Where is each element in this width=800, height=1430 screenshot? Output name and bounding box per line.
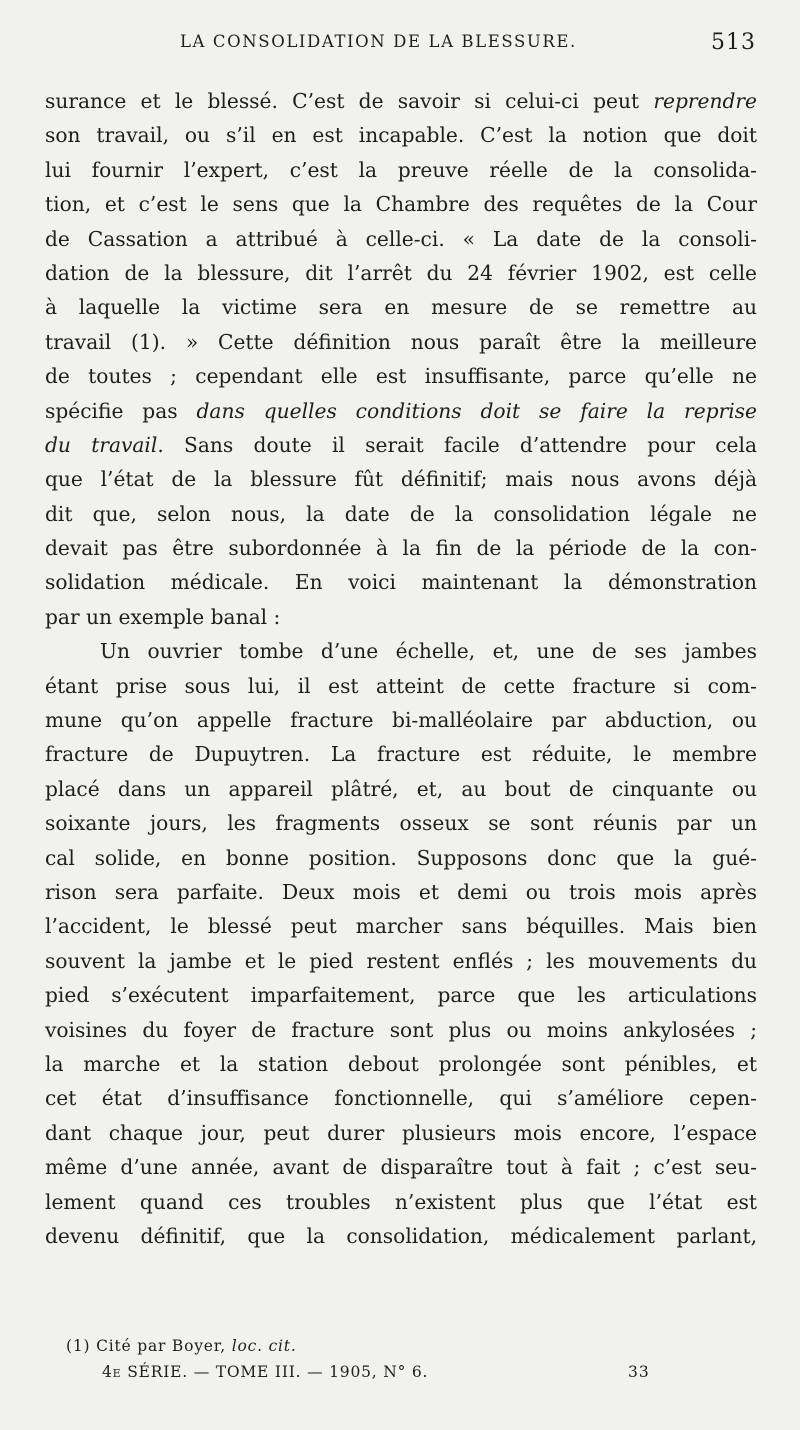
- text-segment: même d’une année, avant de disparaître tout à fait ; c’est seu-: [45, 1155, 757, 1180]
- text-line: [45, 153, 757, 187]
- body-text: [45, 84, 757, 1253]
- text-segment: son travail, ou s’il en est incapable. C’est la notion que doit: [45, 123, 757, 148]
- text-line: [45, 978, 757, 1012]
- text-segment: l’accident, le blessé peut marcher sans béquilles. Mais bien: [45, 914, 757, 939]
- text-line: [45, 600, 757, 634]
- text-line: [45, 462, 757, 496]
- text-line: [45, 497, 757, 531]
- text-line: [45, 669, 757, 703]
- text-segment: spécifie pas: [45, 398, 197, 423]
- italic-text: du travail: [45, 432, 158, 457]
- running-title: LA CONSOLIDATION DE LA BLESSURE.: [180, 32, 577, 51]
- italic-text: dans quelles conditions doit se faire la reprise: [196, 398, 757, 423]
- text-segment: devenu définitif, que la consolidation, médicalement parlant,: [45, 1223, 757, 1248]
- text-line: [45, 565, 757, 599]
- text-segment: travail (1). » Cette définition nous paraît être la meilleure: [45, 329, 757, 354]
- text-segment: tion, et c’est le sens que la Chambre des requêtes de la Cour: [45, 192, 757, 217]
- text-segment: souvent la jambe et le pied restent enflés ; les mouvements du: [45, 948, 757, 973]
- text-segment: dit que, selon nous, la date de la consolidation légale ne: [45, 501, 757, 526]
- footnote-text: Cité par Boyer,: [90, 1337, 232, 1355]
- text-segment: à laquelle la victime sera en mesure de se remettre au: [45, 295, 757, 320]
- text-segment: dant chaque jour, peut durer plusieurs mois encore, l’espace: [45, 1120, 757, 1145]
- text-line: [45, 875, 757, 909]
- text-segment: la marche et la station debout prolongée sont pénibles, et: [45, 1051, 757, 1076]
- text-line: [45, 909, 757, 943]
- text-line: [45, 737, 757, 771]
- text-segment: devait pas être subordonnée à la fin de la période de la con-: [45, 536, 757, 561]
- text-line: [45, 1116, 757, 1150]
- paragraph: [45, 634, 757, 1253]
- text-segment: que l’état de la blessure fût définitif; mais nous avons déjà: [45, 467, 757, 492]
- italic-text: reprendre: [653, 89, 757, 113]
- text-line: [45, 1081, 757, 1115]
- text-line: [45, 290, 757, 324]
- text-segment: surance et le blessé. C’est de savoir si celui-ci peut: [45, 89, 654, 113]
- text-line: [45, 1013, 757, 1047]
- text-line: [45, 1047, 757, 1081]
- page-footer: [0, 1363, 800, 1393]
- page-header: [0, 32, 800, 62]
- text-segment: cet état d’insuffisance fonctionnelle, qui s’améliore cepen-: [45, 1086, 757, 1111]
- text-line: [45, 806, 757, 840]
- text-segment: pied s’exécutent imparfaitement, parce que les articulations: [45, 983, 757, 1008]
- footnote-marker: (1): [66, 1337, 91, 1355]
- page-number: 513: [711, 30, 756, 55]
- text-segment: lement quand ces troubles n’existent plus que l’état est: [45, 1189, 757, 1214]
- text-line: [45, 841, 757, 875]
- text-line: [45, 256, 757, 290]
- text-line: [45, 118, 757, 152]
- text-segment: par un exemple banal :: [45, 604, 281, 629]
- text-segment: placé dans un appareil plâtré, et, au bout de cinquante ou: [45, 776, 757, 801]
- text-line: [45, 394, 757, 428]
- signature-mark: 33: [628, 1363, 650, 1381]
- text-line: [45, 634, 757, 668]
- text-segment: . Sans doute il serait facile d’attendre pour cela: [157, 432, 758, 457]
- paragraph: [45, 84, 757, 634]
- text-line: [45, 1185, 757, 1219]
- text-line: [45, 1219, 757, 1253]
- text-line: [45, 772, 757, 806]
- text-segment: voisines du foyer de fracture sont plus ou moins ankylosées ;: [45, 1017, 757, 1042]
- text-segment: de toutes ; cependant elle est insuffisante, parce qu’elle ne: [45, 364, 757, 389]
- text-segment: lui fournir l’expert, c’est la preuve réelle de la consolida-: [45, 157, 757, 182]
- text-segment: fracture de Dupuytren. La fracture est réduite, le membre: [45, 742, 757, 767]
- text-segment: de Cassation a attribué à celle-ci. « La date de la consoli-: [45, 226, 757, 251]
- text-segment: rison sera parfaite. Deux mois et demi ou trois mois après: [45, 879, 757, 904]
- text-segment: solidation médicale. En voici maintenant la démonstration: [45, 570, 757, 595]
- text-line: [45, 703, 757, 737]
- series-info: 4e SÉRIE. — TOME III. — 1905, N° 6.: [102, 1363, 429, 1381]
- text-line: [45, 359, 757, 393]
- text-line: [45, 1150, 757, 1184]
- text-line: [45, 944, 757, 978]
- footnote: [66, 1337, 297, 1355]
- text-line: [45, 428, 757, 462]
- text-segment: dation de la blessure, dit l’arrêt du 24 février 1902, est celle: [45, 260, 757, 285]
- text-segment: mune qu’on appelle fracture bi-malléolaire par abduction, ou: [45, 708, 757, 733]
- footnote-citation: loc. cit.: [231, 1337, 297, 1355]
- text-segment: étant prise sous lui, il est atteint de cette fracture si com-: [45, 673, 757, 698]
- text-segment: cal solide, en bonne position. Supposons donc que la gué-: [45, 845, 757, 870]
- text-line: [45, 187, 757, 221]
- text-segment: Un ouvrier tombe d’une échelle, et, une de ses jambes: [100, 639, 757, 664]
- text-segment: soixante jours, les fragments osseux se sont réunis par un: [45, 811, 757, 836]
- text-line: [45, 531, 757, 565]
- text-line: [45, 222, 757, 256]
- text-line: [45, 325, 757, 359]
- text-line: [45, 84, 757, 118]
